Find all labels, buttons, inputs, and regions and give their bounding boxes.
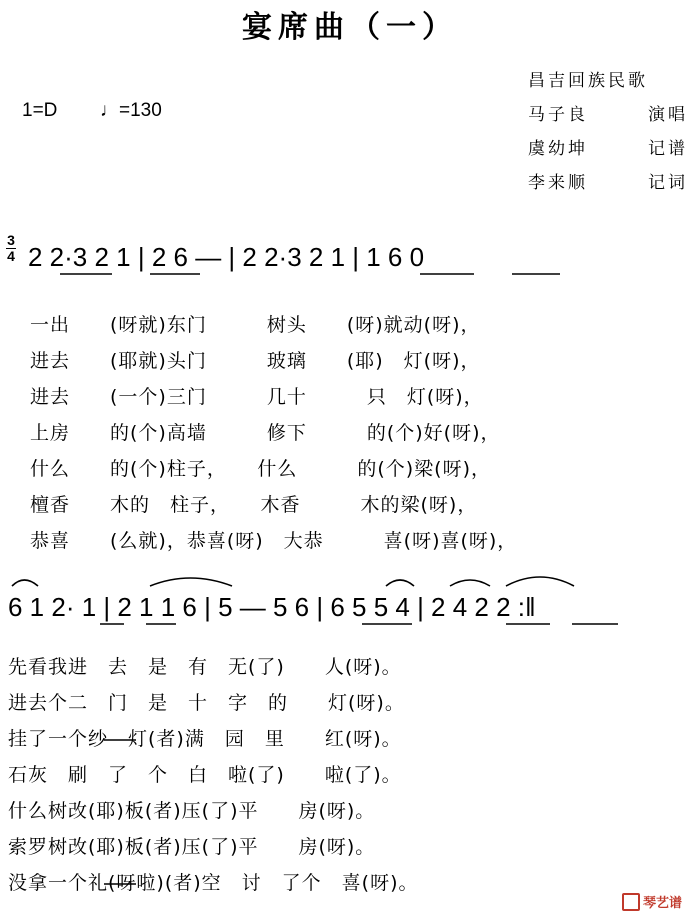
song-title: 宴席曲（一）: [242, 10, 458, 45]
slur-mark: [386, 580, 414, 586]
slur-mark: [506, 577, 574, 586]
lyric-line-1-verse-3: 进去 (一个)三门 几十 只 灯(呀)，: [30, 386, 484, 408]
credit-left: 李来顺: [528, 173, 588, 193]
credit-left: 虞幼坤: [528, 139, 588, 159]
lyric-line-2-verse-3: 挂了一个纱 灯(者)满 园 里 红(呀)。: [8, 728, 402, 750]
credit-role: 记词: [648, 173, 688, 193]
lyric-line-2-verse-1: 先看我进 去 是 有 无(了) 人(呀)。: [8, 656, 402, 678]
site-logo: [622, 892, 682, 911]
lyric-line-1-verse-5: 什么 的(个)柱子， 什么 的(个)梁(呀)，: [30, 458, 491, 480]
notation-line-2: 6 1 2· 1 | 2 1 1 6 | 5 — 5 6 | 6 5 5 4 | 2 4 2 2 :‖: [8, 592, 536, 622]
time-signature-top: 3: [7, 232, 15, 248]
logo-text: 琴艺谱: [642, 896, 682, 911]
lyric-line-1-verse-4: 上房 的(个)高墙 修下 的(个)好(呀)，: [30, 422, 501, 444]
credit-left: 马子良: [528, 105, 588, 125]
time-signature-bottom: 4: [7, 248, 15, 264]
lyric-line-2-verse-6: 索罗树改(耶)板(者)压(了)平 房(呀)。: [8, 836, 376, 858]
tempo-marking: ♩=130: [100, 100, 162, 121]
lyric-line-1-verse-6: 檀香 木的 柱子， 木香 木的梁(呀)，: [30, 494, 478, 516]
notation-line-1: 2 2·3 2 1 | 2 6 — | 2 2·3 2 1 | 1 6 0: [28, 242, 425, 272]
lyric-line-2-verse-4: 石灰 刷 了 个 白 啦(了) 啦(了)。: [8, 764, 402, 786]
credit-role: 演唱: [648, 105, 688, 125]
lyric-line-1-verse-2: 进去 (耶就)头门 玻璃 (耶) 灯(呀)，: [30, 350, 481, 372]
lyric-line-2-verse-2: 进去个二 门 是 十 字 的 灯(呀)。: [8, 692, 405, 714]
credit-left: 昌吉回族民歌: [528, 71, 648, 91]
logo-icon: [622, 893, 640, 911]
slur-mark: [150, 578, 232, 586]
key-signature: 1=D: [22, 100, 58, 121]
lyric-line-2-verse-7: 没拿一个礼(呀啦)(者)空 讨 了个 喜(呀)。: [8, 872, 419, 894]
lyric-line-1-verse-1: 一出 (呀就)东门 树头 (呀)就动(呀)，: [30, 314, 481, 336]
lyric-line-2-verse-5: 什么树改(耶)板(者)压(了)平 房(呀)。: [8, 800, 376, 822]
lyric-line-1-verse-7: 恭喜 (么就)，恭喜(呀) 大恭 喜(呀)喜(呀)，: [30, 530, 518, 552]
credit-role: 记谱: [648, 139, 688, 159]
slur-mark: [12, 580, 38, 586]
slur-mark: [450, 580, 490, 586]
